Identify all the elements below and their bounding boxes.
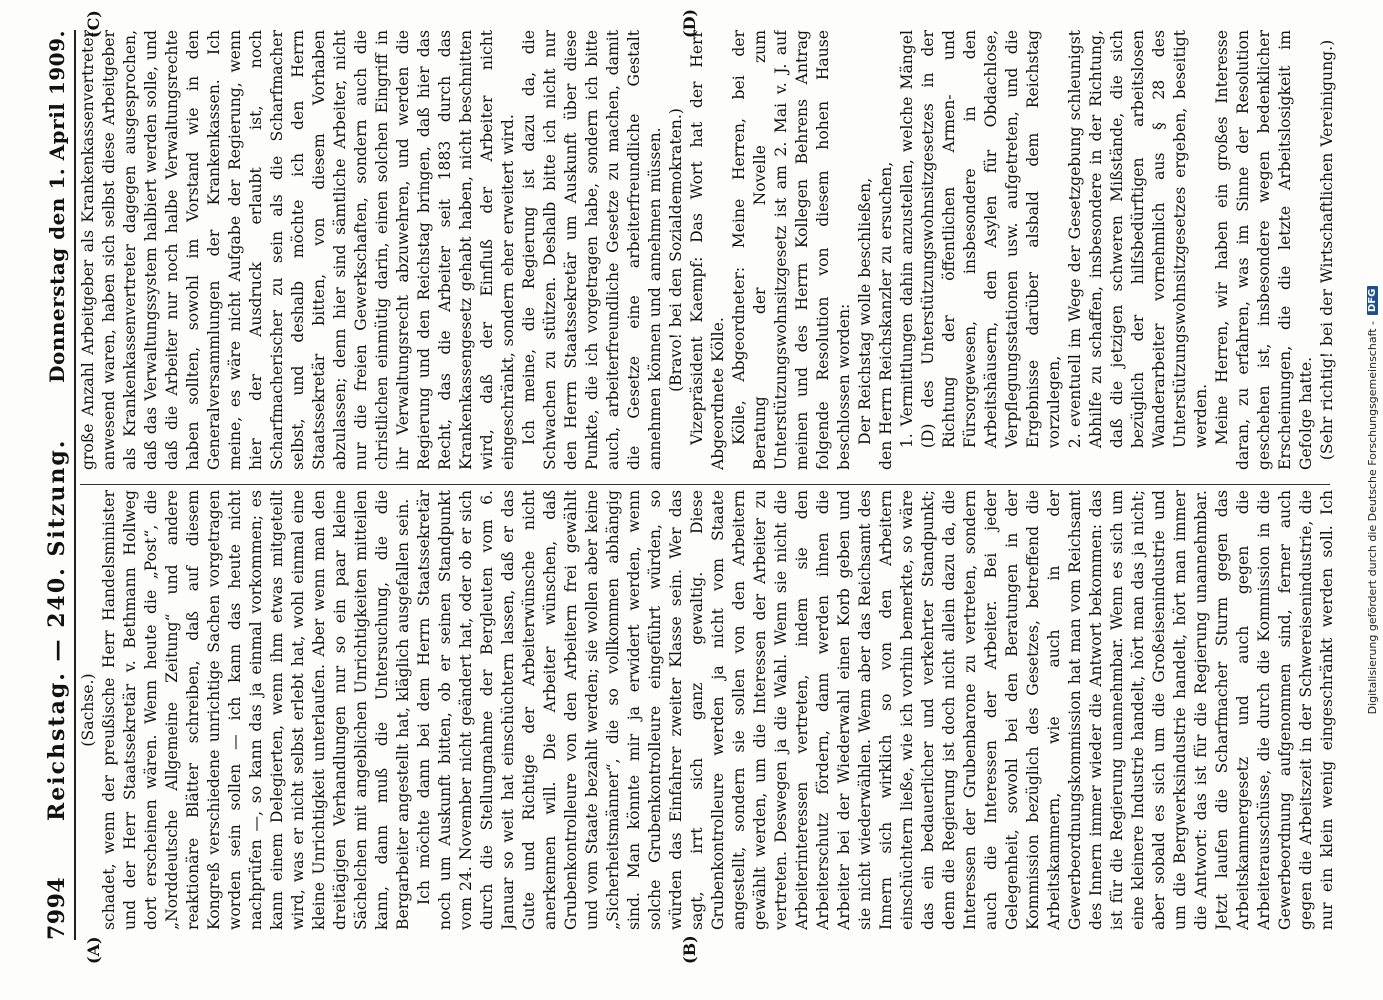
session-title: Reichstag. — 240. Sitzung. <box>44 438 70 821</box>
margin-marker-d: (D) <box>680 8 699 38</box>
margin-marker-b: (B) <box>680 935 699 964</box>
column-divider <box>80 484 1330 485</box>
left-column <box>78 490 1338 930</box>
speaker-tag: (Sachse.) <box>79 673 97 747</box>
interjection: (Sehr richtig! bei der Wirtschaftlichen Vereinigung.) <box>1318 39 1336 461</box>
paragraph: große Anzahl Arbeitgeber als Krankenkassenvertreter anwesend waren, haben sich selbst diese Arbeitgeber als Krankenkassenvertreter dagegen ausgesprochen, daß das Verwaltungssystem halbiert werden solle, und daß die Arbeiter nur noch halbe Verwaltungsrechte haben sollten, sowohl im Vorstand wie in den Generalversammlungen der Krankenkassen. Ich meine, es wäre nicht Aufgabe der Regierung, wenn hier der Ausdruck erlaubt ist, noch Scharfmacherischer zu sein als die Scharfmacher selbst, und deshalb möchte ich den Herrn Staatssekretär bitten, von diesem Vorhaben abzulassen; denn hier sind sämtliche Arbeiter, nicht nur die freien Gewerkschaften, sondern auch die christlichen einmütig darin, einen solchen Eingriff in ihr Verwaltungsrecht abzuwehren, und werden die Regierung und den Reichstag bringen, daß hier das Recht, das die Arbeiter seit 1883 durch das Krankenkassengesetz gehabt haben, nicht beschnitten wird, daß der Einfluß der Arbeiter nicht eingeschränkt, sondern eher erweitert wird. <box>79 30 517 470</box>
margin-marker-c: (C) <box>84 10 103 38</box>
resolution-lead-2: den Herrn Reichskanzler zu ersuchen, <box>877 161 895 470</box>
koelle-speech: Kölle, Abgeordneter: Meine Herren, bei der Beratung der Novelle zum Unterstützungswohnsitzgesetz ist am 2. Mai v. J. auf meinen und des Herrn Kollegen Behrens Antrag folgende Resolution von diesem hohen Hause beschlossen worden: <box>730 30 853 470</box>
vice-president-kaempf: Vizepräsident Kaempf: Das Wort hat der Herr Abgeordnete Kölle. <box>688 30 727 470</box>
paragraph: Ich möchte dann bei dem Herrn Staatssekretär noch um Auskunft bitten, ob er seinen Standpunkt vom 24. November nicht geändert hat, oder ob er sich durch die Stellungnahme der Bergleuten vom 6. Januar so weit hat einschüchtern lassen, daß er das Gute und Richtige der Arbeiterwünsche nicht anerkennen will. Die Arbeiter wünschen, daß Grubenkontrolleure von den Arbeitern frei gewählt und vom Staate bezahlt werden; sie wollen aber keine „Sicherheitsmänner“, die so vollkommen abhängig sind. Man könnte mir ja erwidert werden, wenn solche Grubenkontrolleure eingeführt würden, so würden das Einfahrer zweiter Klasse sein. Wer das sagt, irrt sich ganz gewaltig. Diese Grubenkontrolleure werden ja nicht vom Staate angestellt, sondern sie sollen von den Arbeitern gewählt werden, um die Interessen der Arbeiter zu vertreten. Deswegen ja die Wahl. Wenn sie nicht die Arbeiterinteressen vertreten, indem sie den Arbeiterschutz fördern, dann werden ihnen die Arbeiter bei der Wiederwahl einen Korb geben und sie nicht wiederwählen. Wenn aber das Reichsamt des Innern sich wirklich so von den Arbeitern einschüchtern ließe, wie ich vorhin bemerkte, so wäre das ein bedauerlicher und verkehrter Standpunkt; denn die Regierung ist doch nicht allein dazu da, die Interessen der Grubenbarone zu vertreten, sondern auch die Interessen der Arbeiter. Bei jeder Gelegenheit, sowohl bei den Beratungen in der Kommission bezüglich des Gesetzes, betreffend die Arbeitskammern, wie auch in der Gewerbeordnungskommission hat man vom Reichsamt des Innern immer wieder die Antwort bekommen: das ist für die Regierung unannehmbar. Wenn es sich um eine kleinere Industrie handelt, hört man das ja nicht; aber sobald es sich um die Großeisenindustrie und um die Bergwerksindustrie handelt, hört man immer die Antwort: das ist für die Regierung unannehmbar. Jetzt laufen die Scharfmacher Sturm gegen das Arbeitskammergesetz und auch gegen die Arbeiterausschüsse, die durch die Kommission in die Gewerbeordnung aufgenommen sind, ferner auch gegen die Arbeitszeit in der Schwereisenindustrie, die nur ein klein wenig eingeschränkt werden soll. Ich <box>415 490 1336 930</box>
paragraph: schadet, wenn der preußische Herr Handelsminister und der Herr Staatssekretär v. Bethmann Hollweg dort erscheinen wären. Wenn heute die „Post“, die „Norddeutsche Allgemeine Zeitung“ und andere reaktionäre Blätter schreiben, daß auf diesem Kongreß verschiedene unrichtige Sachen vorgetragen worden sein sollen — ich kann das heute nicht nachprüfen —, so kann das ja einmal vorkommen; es kann einem Delegierten, wenn ihm etwas mitgeteilt wird, was er nicht selbst erlebt hat, wohl einmal eine kleine Unrichtigkeit unterlaufen. Aber wenn man den dreitägigen Verhandlungen nur so ein paar kleine Sächelchen mit angeblichen Unrichtigkeiten mitteilen kann, dann muß die Untersuchung, die die Bergarbeiter angestellt hat, kläglich ausgefallen sein. <box>100 490 412 930</box>
page-header <box>40 30 76 940</box>
resolution-lead: Der Reichstag wolle beschließen, <box>856 177 874 446</box>
resolution-item: 2. eventuell im Wege der Gesetzgebung schleunigst Abhilfe zu schaffen, insbesondere in der Richtung, daß die jetzigen schweren Mißstände, die sich bezüglich der hilfsbedürftigen arbeitslosen Wanderarbeiter vornehmlich aus § 28 des Unterstützungswohnsitzgesetzes ergeben, beseitigt werden. <box>1066 30 1210 449</box>
digitization-footer <box>1361 0 1383 1000</box>
resolution-item: 1. Vermittlungen dahin anzustellen, welche Mängel (D) des Unterstützungswohnsitzgesetzes in der Richtung der öffentlichen Armen- und Fürsorgewesen, insbesondere in den Arbeitshäusern, den Asylen für Obdachlose, Verpflegungsstationen usw. aufgetreten, und die Ergebnisse darüber alsbald dem Reichstag vorzulegen, <box>898 30 1063 449</box>
margin-marker-a: (A) <box>84 936 103 964</box>
paragraph: Ich meine, die Regierung ist dazu da, die Schwachen zu stützen. Deshalb bitte ich nicht nur den Herrn Staatssekretär um Auskunft über diese Punkte, die ich vorgetragen habe, sondern ich bitte auch, arbeiterfreundliche Gesetze zu machen, damit die Gesetze eine arbeiterfreundliche Gestalt annehmen können und annehmen müssen. <box>520 30 664 470</box>
right-column <box>78 30 1338 470</box>
applause-note: (Bravo! bei den Sozialdemokraten.) <box>667 108 685 392</box>
dfg-logo: DFG <box>1367 286 1378 315</box>
footer-text: Digitalisierung gefördert durch die Deutsche Forschungsgemeinschaft - <box>1365 320 1379 715</box>
paragraph: Meine Herren, wir haben ein großes Interesse daran, zu erfahren, was im Sinne der Resolution geschehen ist, insbesondere wegen bedenklicher Erscheinungen, die die letzte Arbeitslosigkeit im Gefolge hatte. <box>1213 30 1315 470</box>
page-number: 7994 <box>44 876 70 940</box>
session-date: Donnerstag den 1. April 1909. <box>45 30 69 383</box>
